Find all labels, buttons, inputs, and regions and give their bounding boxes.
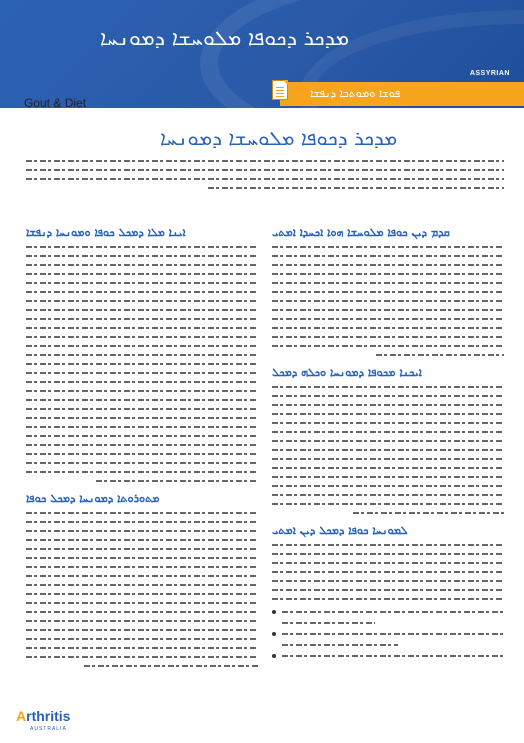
section-heading: ܩܕܡ ܕܝܢ ܟܘܦܐ ܡܠܘܚܫܐ ܗܘܐ ܐܟܚܕܐ ܐܡܬܝ [272, 226, 450, 239]
subtitle-bar: ܦܘܫܐ ܘܡܘܬܒܐ ܕܢܦܫܐ [280, 82, 524, 106]
section-heading: ܐܝܟܢܐ ܡܟܘܦܐ ܕܡܘܢܚܐ ܘܟܠܗ ܕܡܟܠ [272, 366, 422, 379]
document-icon [272, 80, 288, 100]
list-item [272, 610, 504, 614]
list-item [272, 654, 504, 658]
list-item [272, 621, 504, 625]
left-column [26, 226, 258, 677]
english-title: Gout & Diet [24, 96, 87, 110]
body-text [26, 512, 258, 667]
bullet-list [272, 610, 504, 658]
intro-paragraph [26, 160, 504, 196]
body-text [272, 386, 504, 514]
section-heading: ܡܬܘܪܘܬܐ ܕܡܘܢܚܐ ܕܡܟܠ ܟܘܦܐ [26, 492, 160, 505]
section-heading: ܐܝܢܐ ܡܠܐ ܕܡܟܠ ܟܘܦܐ ܘܡܘܢܚܐ ܕܢܦܫܐ [26, 226, 186, 239]
body-text [272, 544, 504, 600]
language-label: ASSYRIAN [469, 70, 510, 77]
list-item [272, 643, 504, 647]
arthritis-australia-logo: Arthritis AUSTRALIA [16, 708, 71, 732]
right-column [272, 226, 504, 665]
list-item [272, 632, 504, 636]
body-text [272, 246, 504, 356]
main-heading: ܡܕܟܪ ܕܟܘܦܐ ܡܠܘܚܫܐ ܕܡܘܢܚܐ [160, 126, 398, 150]
banner-title: ܡܕܟܪ ܕܟܘܦܐ ܡܠܘܚܫܐ ܕܡܘܢܚܐ [100, 26, 349, 50]
section-heading: ܠܡܘܢܚܐ ܟܘܦܐ ܕܡܟܠ ܕܝܢ ܐܡܬܝ [272, 524, 408, 537]
body-text [26, 246, 258, 482]
